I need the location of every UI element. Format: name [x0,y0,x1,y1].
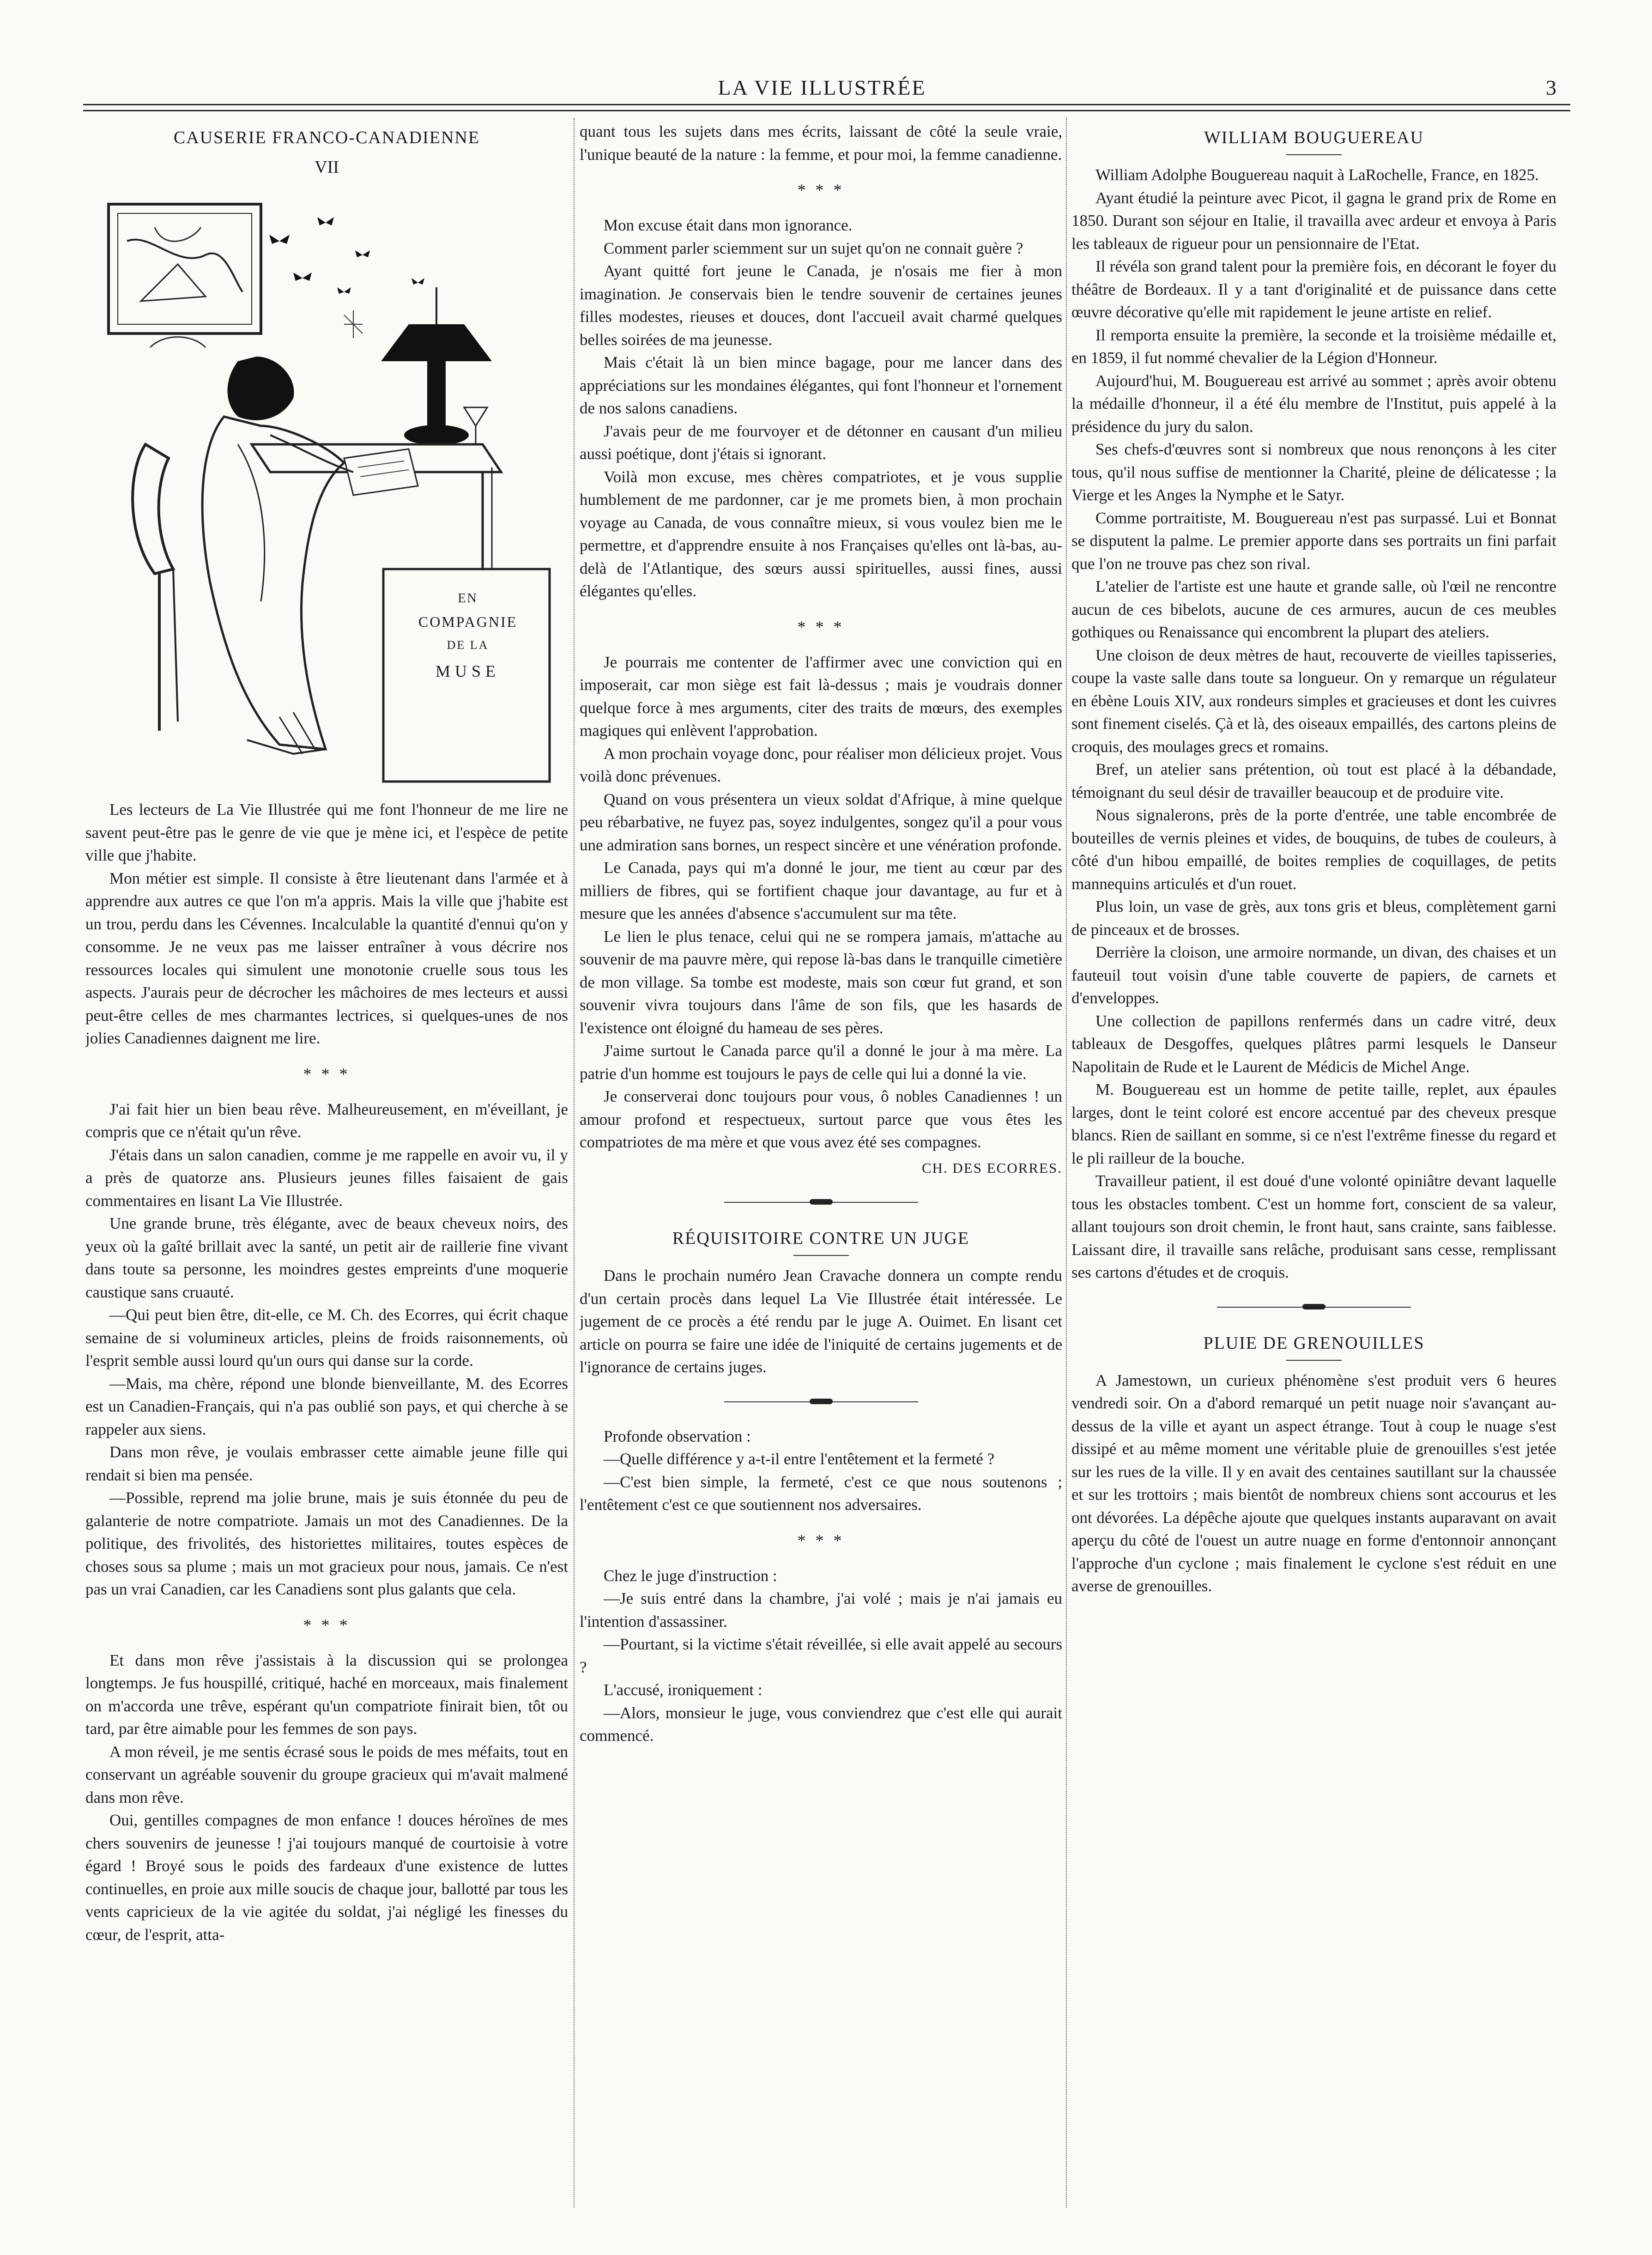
paragraph: Les lecteurs de La Vie Illustrée qui me font l'honneur de me lire ne savent peut-être pas le genre de vie que je mène ici, et l'espèce de petite ville que j'habite. [85,800,568,864]
illustration-drawing [85,186,568,786]
paragraph: Le Canada, pays qui m'a donné le jour, me tient au cœur par des milliers de fibres, qui se fortifient chaque jour davantage, au fur et à mesure que les années d'absence s'accumulent sur ma tête. [580,859,1062,922]
paragraph: Je conserverai donc toujours pour vous, ô nobles Canadiennes ! un amour profond et respectueux, surtout parce que vous êtes les compatriotes de ma mère et que vous avez été ses compagnes. [580,1087,1062,1151]
illustration-caption [399,588,537,685]
paragraph: Ses chefs-d'œuvres sont si nombreux que nous renonçons à les citer tous, qu'il nous suffise de mentionner la Charité, pleine de délicatesse ; la Vierge et les Anges la Nymphe et le Satyr. [1071,440,1556,504]
heading-rule [793,1255,849,1256]
paragraph: Chez le juge d'instruction : [604,1566,777,1585]
column-2 [580,120,1062,2208]
requisitoire-heading: RÉQUISITOIRE CONTRE UN JUGE [672,1229,970,1248]
author-signature: CH. DES ECORRES. [921,1159,1062,1176]
paragraph: L'atelier de l'artiste est une haute et grande salle, où l'œil ne rencontre aucun de ces bibelots, aucune de ces armures, aucun de ces meubles gothiques ou Renaissance qui encombrent la plupart des ateliers. [1071,577,1556,641]
paragraph: Ayant quitté fort jeune le Canada, je n'osais me fier à mon imagination. Je conservais bien le tendre souvenir de certaines jeunes filles modestes, rieuses et douces, dont l'accueil avait charmé quelques belles soirées de ma jeunesse. [580,262,1062,349]
paragraph: Comment parler sciemment sur un sujet qu'on ne connait guère ? [604,239,1023,257]
paragraph: M. Bouguereau est un homme de petite taille, replet, aux épaules larges, dont le teint coloré est encore accentué par des cheveux presque blancs. Rien de saillant en somme, si ce n'est l'extrême finesse du regard et le pli railleur de la bouche. [1071,1080,1556,1167]
paragraph: Voilà mon excuse, mes chères compatriotes, et je vous supplie humblement de me pardonner, car je me promets bien, à mon prochain voyage au Canada, de vous connaître mieux, si vous voulez bien me le permettre, et d'apprendre ensuite à nos Françaises qu'elles ont là-bas, au-delà de l'Atlantique, des sœurs aussi spirituelles, aussi fines, aussi élégantes qu'elles. [580,467,1062,600]
column-divider [1066,118,1067,2208]
causerie-number: VII [315,158,339,177]
paragraph: A Jamestown, un curieux phénomène s'est produit vers 6 heures vendredi soir. On a d'abord remarqué un petit nuage noir s'avançant au-dessus de la ville et ayant un aspect étrange. Tout à coup le nuage s'est dissipé et au même moment une véritable pluie de grenouilles s'est jetée sur les rues de la ville. Il y en avait des centaines sautillant sur la chaussée et sur les trottoirs ; mais bientôt de nombreux chiens sont accourus et les ont dévorées. La dépêche ajoute que quelques instants auparavant on avait aperçu du côté de l'ouest un autre nuage en forme d'entonnoir annonçant l'approche d'un cyclone ; mais finalement le cyclone s'est réduit en une averse de grenouilles. [1071,1371,1556,1595]
heading-rule [1286,1360,1342,1361]
page-number: 3 [1546,76,1556,99]
paragraph: Ayant étudié la peinture avec Picot, il gagna le grand prix de Rome en 1850. Durant son séjour en Italie, il travailla avec ardeur et envoya à Paris les tableaux de rigueur pour un pensionnaire de l'Etat. [1071,188,1556,253]
heading-rule [1286,154,1342,155]
paragraph: Dans le prochain numéro Jean Cravache donnera un compte rendu d'un certain procès dans lequel La Vie Illustrée était intéressée. Le jugement de ce procès a été rendu par le juge A. Ouimet. En lisant cet article on pourra se faire une idée de l'iniquité de certains jugements et de l'ignorance de certains juges. [580,1267,1062,1376]
paragraph: Aujourd'hui, M. Bouguereau est arrivé au sommet ; après avoir obtenu la médaille d'honneur, il a été élu membre de l'Institut, puis appelé à la présidence du jury du salon. [1071,371,1556,436]
paragraph: Dans mon rêve, je voulais embrasser cette aimable jeune fille qui rendait si bien ma pensée. [85,1443,568,1484]
section-ornament: * * * [797,181,845,199]
caption-line: MUSE [435,662,501,680]
paragraph: quant tous les sujets dans mes écrits, laissant de côté la seule vraie, l'unique beauté de la nature : la femme, et pour moi, la femme canadienne. [580,122,1062,164]
paragraph: William Adolphe Bouguereau naquit à LaRochelle, France, en 1825. [1095,166,1539,184]
paragraph: Oui, gentilles compagnes de mon enfance ! douces héroïnes de mes chers souvenirs de jeunesse ! j'ai toujours manqué de courtoisie à votre égard ! Broyé sous le poids des fardeaux d'une existence de luttes continuelles, en proie aux mille soucis de chaque jour, ballotté par tous les vents capricieux de la vie agitée du soldat, j'ai négligé les finesses du cœur, de l'esprit, atta- [85,1811,568,1944]
paragraph: Bref, un atelier sans prétention, où tout est placé à la débandade, témoignant du seul désir de travailler beaucoup et de produire vite. [1071,760,1556,801]
paragraph: A mon prochain voyage donc, pour réaliser mon délicieux projet. Vous voilà donc prévenues. [580,744,1062,785]
section-ornament: * * * [797,617,845,636]
muse-illustration [85,186,568,786]
paragraph: Quand on vous présentera un vieux soldat d'Afrique, à mine quelque peu rébarbative, ne fuyez pas, soyez indulgentes, songez qu'il a pour vous une admiration sans bornes, un respect sincère et une vénération profonde. [580,790,1062,854]
column-divider [574,118,575,2208]
pluie-heading: PLUIE DE GRENOUILLES [1203,1333,1425,1353]
caption-line: COMPAGNIE [418,613,518,630]
paragraph: Profonde observation : [604,1427,751,1445]
paragraph: J'aime surtout le Canada parce qu'il a donné le jour à ma mère. La patrie d'un homme est toujours le pays de celle qui lui a donné la vie. [580,1042,1062,1083]
paragraph: J'ai fait hier un bien beau rêve. Malheureusement, en m'éveillant, je compris que ce n'était qu'un rêve. [85,1100,568,1141]
paragraph: Le lien le plus tenace, celui qui ne se rompera jamais, m'attache au souvenir de ma pauvre mère, qui repose là-bas dans le tranquille cimetière de mon village. Sa tombe est modeste, mais son cœur fut grand, et son souvenir vivra toujours dans l'âme de son fils, que les hasards de l'existence ont éloigné du hameau de ses pères. [580,927,1062,1037]
paragraph: Derrière la cloison, une armoire normande, un divan, des chaises et un fauteuil tout voisin d'une table couverte de papiers, de carnets et d'enveloppes. [1071,943,1556,1007]
paragraph: Mon excuse était dans mon ignorance. [604,216,853,234]
section-ornament: * * * [303,1615,351,1634]
masthead [88,69,1556,106]
paragraph: Travailleur patient, il est doué d'une volonté opiniâtre devant laquelle tous les obstacles tombent. C'est un homme fort, conscient de sa valeur, allant toujours son droit chemin, le front haut, sans crainte, sans faiblesse. Laissant dire, il travaille sans relâche, produisant sans cesse, remplissant ses cartons d'études et de croquis. [1071,1172,1556,1281]
paragraph: Une grande brune, très élégante, avec de beaux cheveux noirs, des yeux où la gaîté brillait avec la santé, un petit air de raillerie fine vivant dans toute sa personne, les moindres gestes empreints d'une moquerie caustique sans cruauté. [85,1214,568,1301]
paragraph: —Qui peut bien être, dit-elle, ce M. Ch. des Ecorres, qui écrit chaque semaine de si volumineux articles, pleins de froids raisonnements, où l'esprit semble aussi lourd qu'un ours qui danse sur la corde. [85,1306,568,1370]
paragraph: Et dans mon rêve j'assistais à la discussion qui se prolongea longtemps. Je fus houspillé, critiqué, haché en morceaux, mais finalement on m'accorda une trêve, espérant qu'un compatriote finirait bien, tôt ou tard, par être aimable pour les femmes de son pays. [85,1651,568,1738]
paragraph: A mon réveil, je me sentis écrasé sous le poids de mes méfaits, tout en conservant un agréable souvenir du groupe gracieux qui m'avait malmené dans mon rêve. [85,1742,568,1806]
paragraph: —Alors, monsieur le juge, vous conviendrez que c'est elle qui aurait commencé. [580,1703,1062,1745]
paragraph: Une cloison de deux mètres de haut, recouverte de vieilles tapisseries, coupe la vaste salle dans toute sa longueur. On y remarque un régulateur en ébène Louis XIV, aux rondeurs simples et gracieuses et dont les cuivres sont finement ciselés. Çà et là, des oiseaux empaillés, des cartons pleins de croquis, des moulages grecs et romains. [1071,646,1556,756]
paragraph: —Pourtant, si la victime s'était réveillée, si elle avait appelé au secours ? [580,1635,1062,1676]
paragraph: Je pourrais me contenter de l'affirmer avec une conviction qui en imposerait, car mon siège est fait là-dessus ; mais je voudrais donner quelque force à mes arguments, citer des traits de mœurs, des exemples magiques qui enlèvent l'approbation. [580,653,1062,740]
caption-line: EN [458,591,478,606]
paragraph: —Mais, ma chère, répond une blonde bienveillante, M. des Ecorres est un Canadien-Français, qui n'a pas oublié son pays, et qui cherche à se rappeler aux siens. [85,1374,568,1438]
paragraph: Mon métier est simple. Il consiste à être lieutenant dans l'armée et à apprendre aux autres ce que l'on m'a appris. Mais la ville que j'habite est un trou, perdu dans les Cévennes. Incalculable la quantité d'ennui qu'on y consomme. Je ne veux pas me laisser entraîner à vous décrire nos ressources locales qui simulent une monotonie cruelle sous tous les aspects. J'aurais peur de décrocher les mâchoires de mes lecteurs et aussi peut-être celles de mes charmantes lectrices, si quelques-unes de nos jolies Canadiennes daignent me lire. [85,869,568,1047]
section-ornament: * * * [303,1064,351,1083]
column-3 [1071,120,1556,2208]
paragraph: Il révéla son grand talent pour la première fois, en décorant le foyer du théâtre de Bordeaux. Il y a tant d'originalité et de puissance dans cette œuvre décorative qu'elle mit rapidement le jeune artiste en relief. [1071,257,1556,321]
paragraph: Comme portraitiste, M. Bouguereau n'est pas surpassé. Lui et Bonnat se disputent la palme. Le premier apporte dans ses portraits un fini parfait que l'on ne trouve pas chez son rival. [1071,509,1556,573]
paragraph: —Je suis entré dans la chambre, j'ai volé ; mais je n'ai jamais eu l'intention d'assassiner. [580,1589,1062,1631]
paragraph: L'accusé, ironiquement : [604,1681,762,1699]
paragraph: J'étais dans un salon canadien, comme je me rappelle en avoir vu, il y a près de quatorze ans. Plusieurs jeunes filles faisaient de gais commentaires en lisant La Vie Illustrée. [85,1146,568,1210]
newspaper-title: LA VIE ILLUSTRÉE [718,76,926,99]
paragraph: Une collection de papillons renfermés dans un cadre vitré, deux tableaux de Desgoffes, quelques plâtres parmi lesquels le Danseur Napolitain de Rude et le Laurent de Médicis de Michel Ange. [1071,1012,1556,1076]
divider-ornament [1217,1303,1411,1312]
paragraph: Il remporta ensuite la première, la seconde et la troisième médaille et, en 1859, il fut nommé chevalier de la Légion d'Honneur. [1071,326,1556,367]
divider-ornament [724,1198,918,1207]
causerie-heading: CAUSERIE FRANCO-CANADIENNE [173,128,480,147]
paragraph: Mais c'était là un bien mince bagage, pour me lancer dans des appréciations sur les mondaines élégantes, qui font l'honneur et l'ornement de nos salons canadiens. [580,353,1062,417]
divider-ornament [724,1397,918,1406]
paragraph: J'avais peur de me fourvoyer et de détonner en causant d'un milieu aussi poétique, dont j'étais si ignorant. [580,422,1062,463]
paragraph: —Quelle différence y a-t-il entre l'entêtement et la fermeté ? [604,1450,995,1468]
section-ornament: * * * [797,1531,845,1550]
caption-line: DE LA [447,638,489,652]
bouguereau-heading: WILLIAM BOUGUEREAU [1204,128,1424,147]
paragraph: Nous signalerons, près de la porte d'entrée, une table encombrée de bouteilles de vernis pleines et vides, de bouquins, de tubes de couleurs, à côté d'un hibou empaillé, de boites remplies de coquillages, de petits mannequins articulés et d'un rouet. [1071,806,1556,893]
column-1 [85,120,568,2208]
paragraph: Plus loin, un vase de grès, aux tons gris et bleus, complètement garni de pinceaux et de brosses. [1071,897,1556,939]
masthead-rule [83,104,1570,111]
paragraph: —C'est bien simple, la fermeté, c'est ce que nous soutenons ; l'entêtement c'est ce que soutiennent nos adversaires. [580,1473,1062,1514]
paragraph: —Possible, reprend ma jolie brune, mais je suis étonnée du peu de galanterie de notre compatriote. Jamais un mot des Canadiennes. De la politique, des frivolités, des historiettes militaires, toutes espèces de choses sous sa plume ; mais un mot gracieux pour nous, jamais. Ce n'est pas un vrai Canadien, car les Canadiens sont plus galants que cela. [85,1489,568,1598]
